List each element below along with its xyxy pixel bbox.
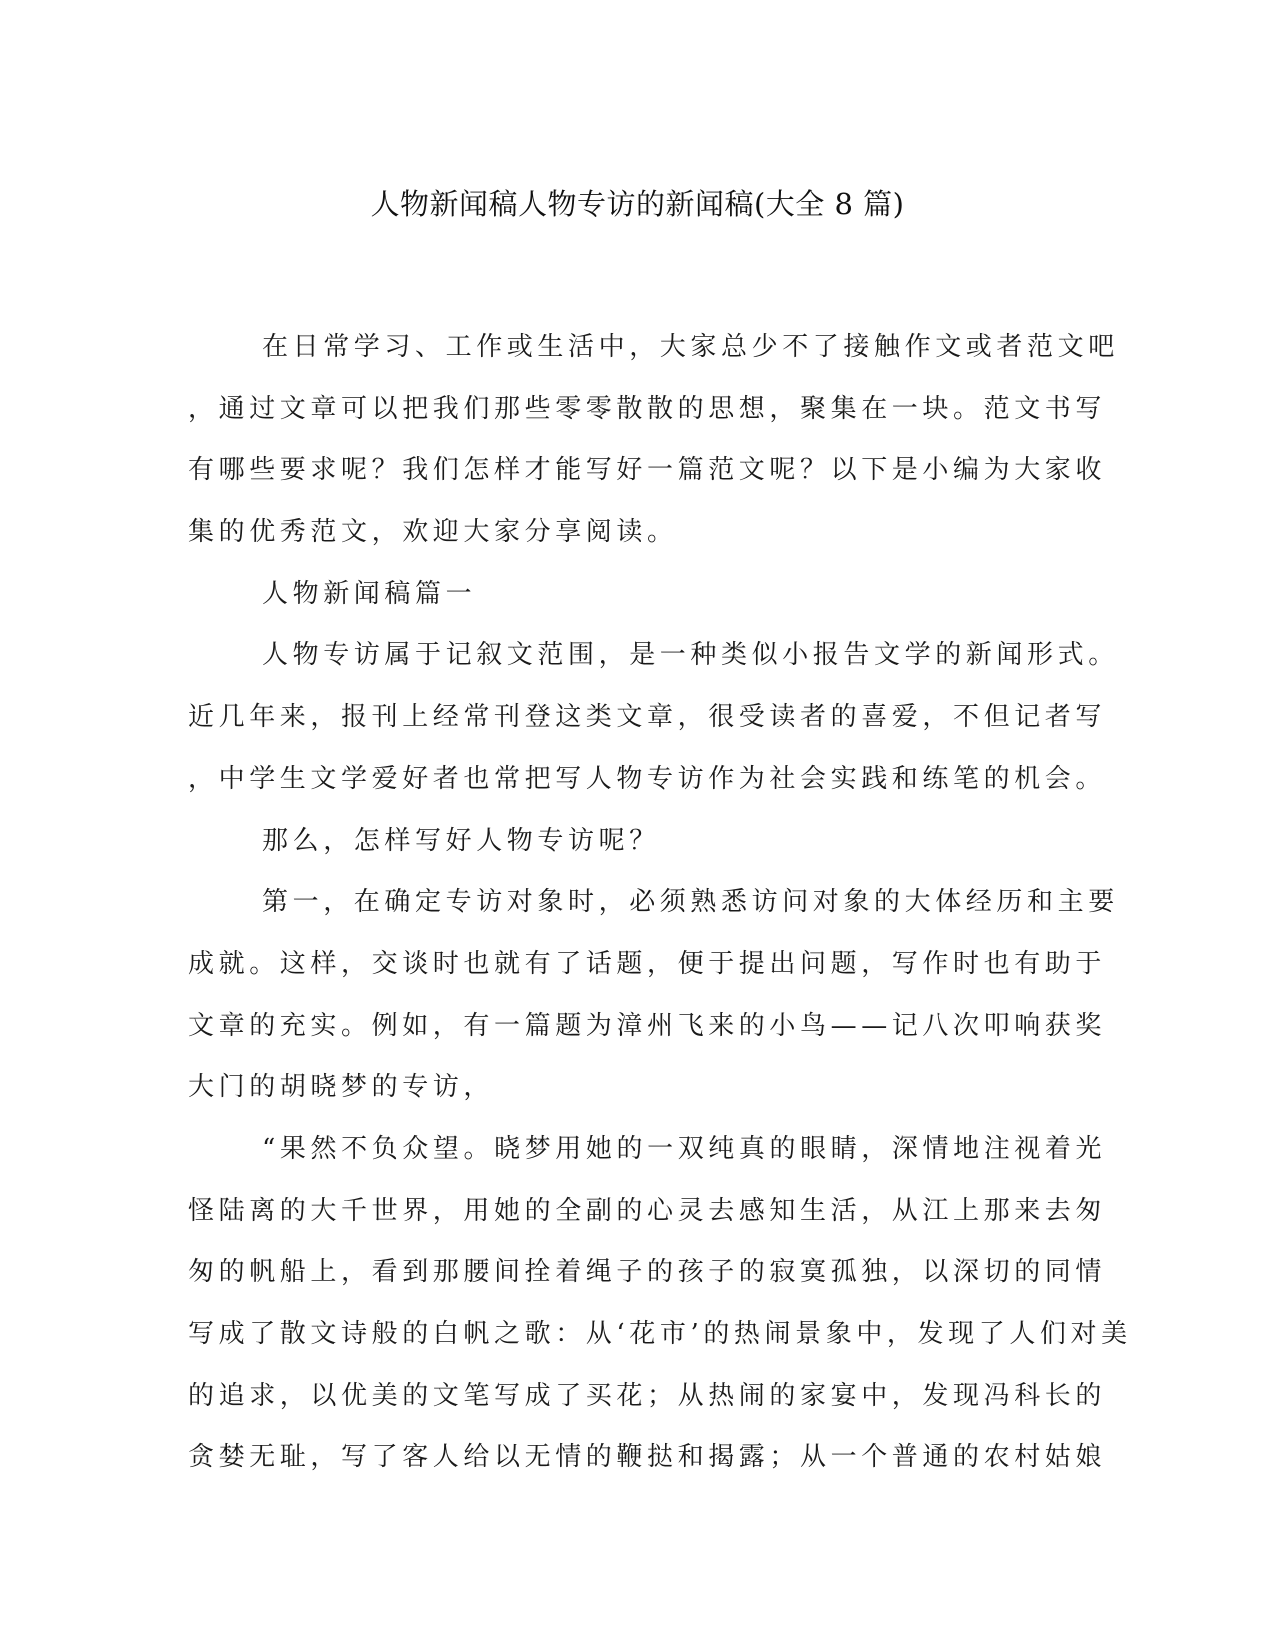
text-line: 那么，怎样写好人物专访呢？	[262, 825, 660, 856]
text-line: 在日常学习、工作或生活中，大家总少不了接触作文或者范文吧	[262, 332, 1119, 362]
text-line: 的追求，以优美的文笔写成了买花；从热闹的家宴中，发现冯科长的	[188, 1380, 1107, 1411]
text-line: 怪陆离的大千世界，用她的全副的心灵去感知生活，从江上那来去匆	[188, 1195, 1107, 1226]
text-line: 写成了散文诗般的白帆之歌：从‘花市’的热闹景象中，发现了人们对美	[188, 1319, 1132, 1349]
text-line: 贪婪无耻，写了客人给以无情的鞭挞和揭露；从一个普通的农村姑娘	[188, 1442, 1107, 1473]
text-line: ，通过文章可以把我们那些零零散散的思想，聚集在一块。范文书写	[188, 393, 1107, 424]
text-line: “果然不负众望。晓梦用她的一双纯真的眼睛，深情地注视着光	[262, 1133, 1107, 1164]
text-line: 大门的胡晓梦的专访，	[188, 1072, 495, 1103]
text-line: 人物专访属于记叙文范围，是一种类似小报告文学的新闻形式。	[262, 640, 1119, 671]
text-line: 文章的充实。例如，有一篇题为漳州飞来的小鸟——记八次叩响获奖	[188, 1010, 1107, 1041]
text-line: ，中学生文学爱好者也常把写人物专访作为社会实践和练笔的机会。	[188, 763, 1107, 794]
text-line: 匆的帆船上，看到那腰间拴着绳子的孩子的寂寞孤独，以深切的同情	[188, 1257, 1107, 1288]
text-line: 第一，在确定专访对象时，必须熟悉访问对象的大体经历和主要	[262, 887, 1119, 918]
text-line: 成就。这样，交谈时也就有了话题，便于提出问题，写作时也有助于	[188, 948, 1107, 979]
text-line: 近几年来，报刊上经常刊登这类文章，很受读者的喜爱，不但记者写	[188, 702, 1107, 733]
document-title: 人物新闻稿人物专访的新闻稿(大全 8 篇)	[370, 187, 905, 221]
text-line: 有哪些要求呢？我们怎样才能写好一篇范文呢？以下是小编为大家收	[188, 455, 1107, 486]
text-line: 集的优秀范文，欢迎大家分享阅读。	[188, 517, 678, 548]
document-body	[188, 327, 1132, 1499]
section-heading: 人物新闻稿篇一	[262, 578, 477, 609]
